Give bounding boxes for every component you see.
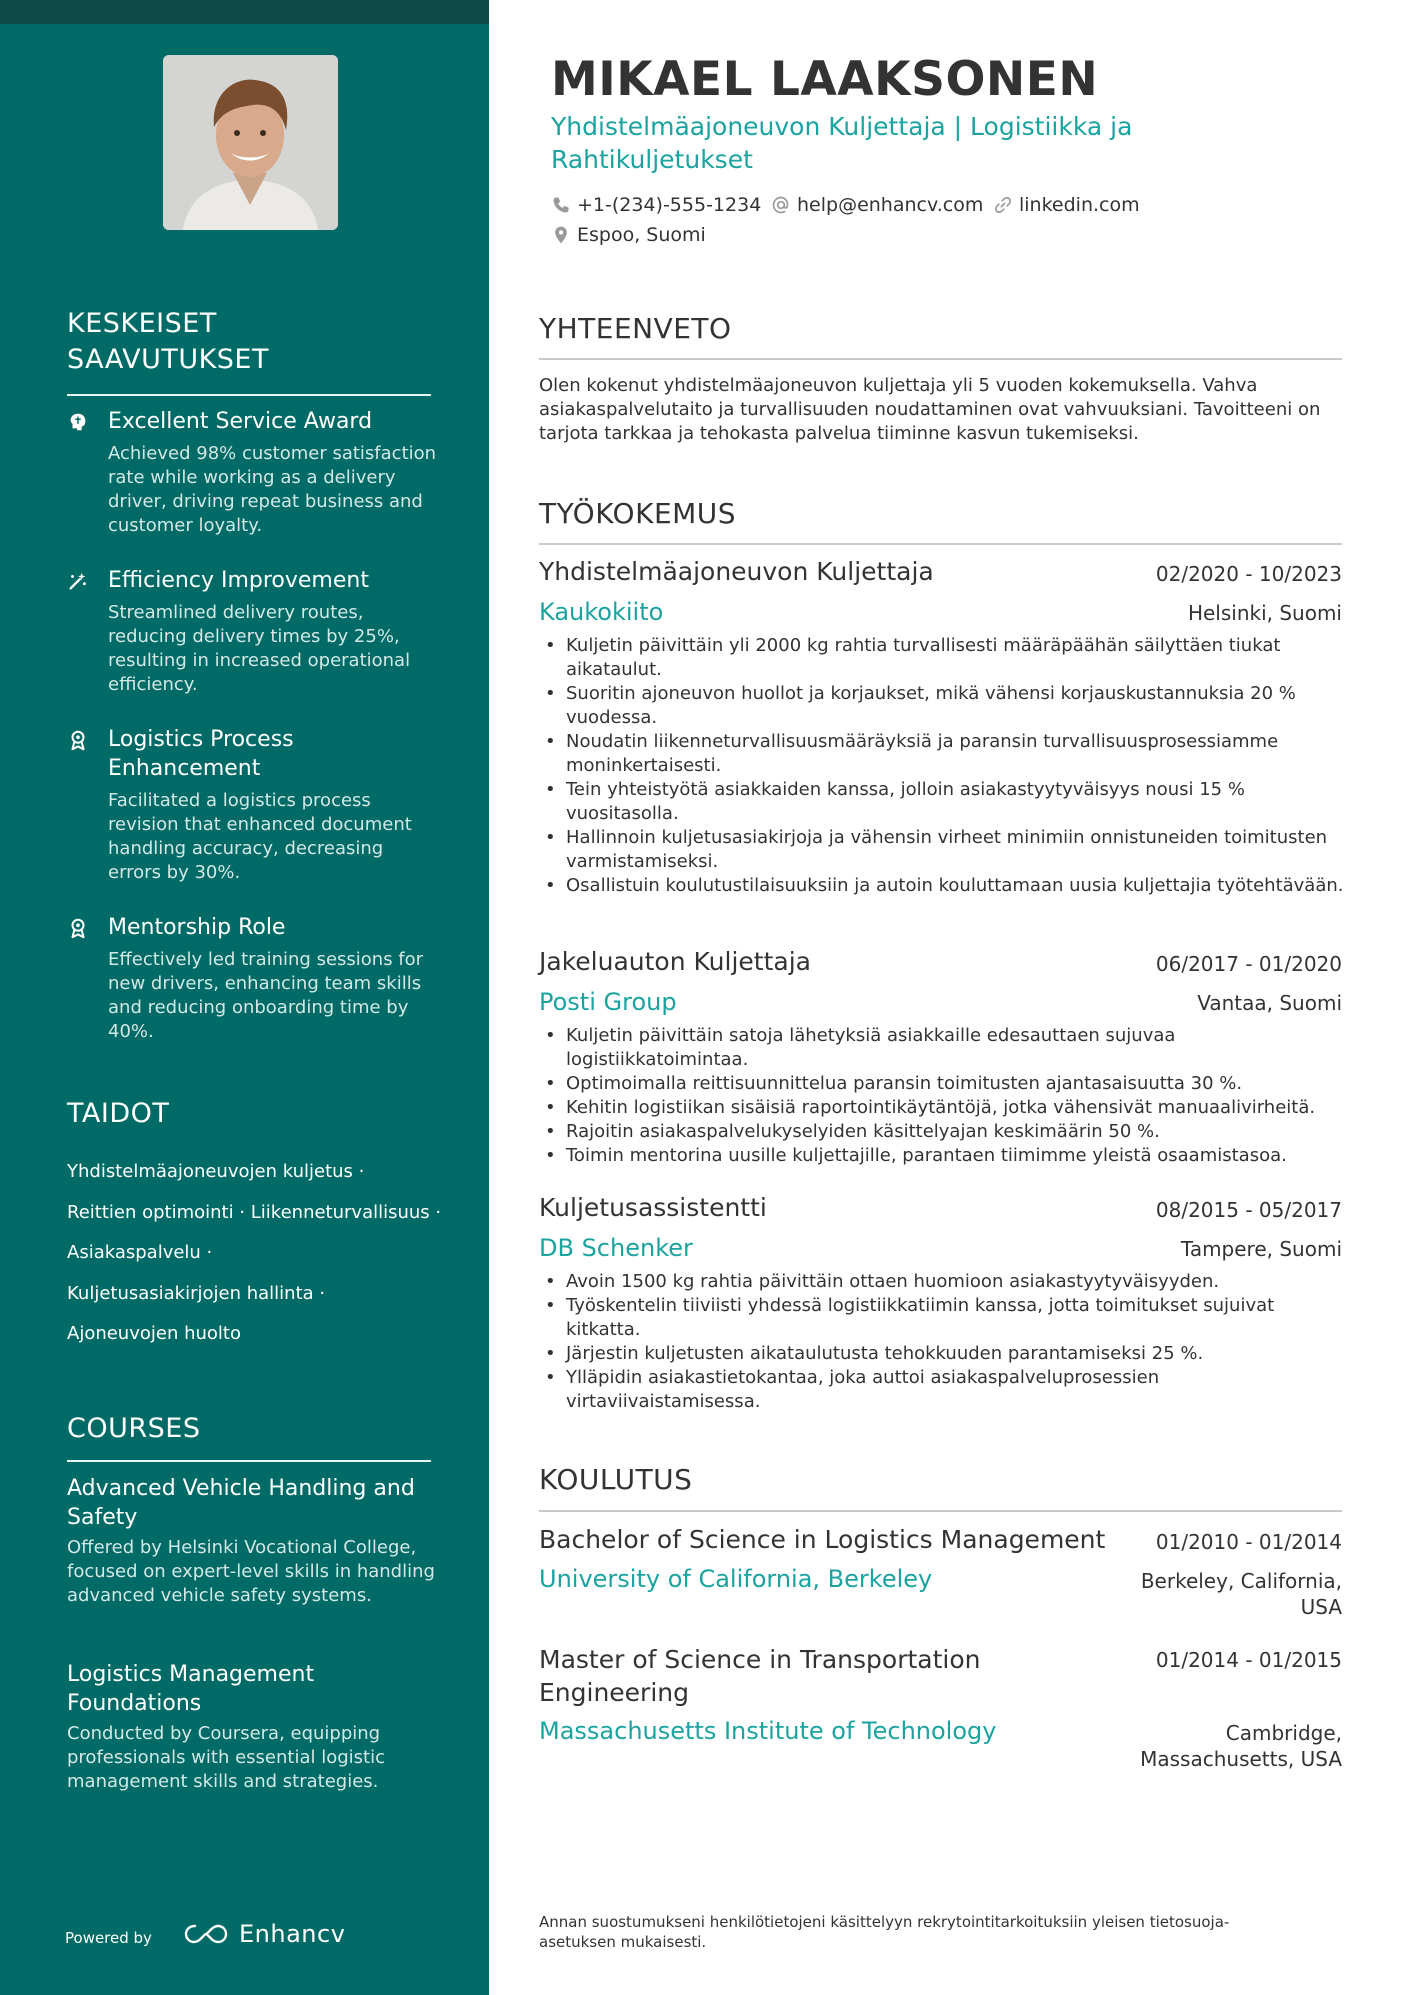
profile-photo-image: [163, 55, 338, 230]
job-company: Posti Group: [539, 988, 677, 1016]
skill-item: Reittien optimointi · Liikenneturvallisuus ·: [67, 1202, 442, 1223]
job-bullet: • Kuljetin päivittäin yli 2000 kg rahtia turvallisesti määräpäähän säilyttäen tiukat aikataulut.: [539, 634, 1344, 682]
phone-icon: [551, 195, 571, 215]
achievement-title: Logistics Process Enhancement: [108, 727, 294, 781]
achievement-item: [67, 913, 437, 1044]
at-icon: [771, 195, 791, 215]
job-location: Helsinki, Suomi: [1187, 601, 1342, 625]
enhancv-logo[interactable]: [183, 1920, 345, 1948]
contact-location: [551, 224, 706, 246]
job-title: Yhdistelmäajoneuvon Kuljettaja: [539, 557, 934, 586]
job-bullet: • Ylläpidin asiakastietokantaa, joka auttoi asiakaspalveluprosessien virtaviivaistamisessa.: [539, 1366, 1344, 1414]
job-bullet: • Noudatin liikenneturvallisuusmääräyksiä ja paransin turvallisuusprosessiamme moninkertaisesti.: [539, 730, 1344, 778]
experience-heading: TYÖKOKEMUS: [539, 497, 737, 530]
job-title: Jakeluauton Kuljettaja: [539, 947, 811, 976]
achievement-description: Effectively led training sessions for new drivers, enhancing team skills and reducing onboarding time by 40%.: [108, 949, 424, 1042]
candidate-name: MIKAEL LAAKSONEN: [551, 52, 1099, 107]
job-title: Kuljetusassistentti: [539, 1193, 767, 1222]
courses-heading: COURSES: [67, 1413, 201, 1444]
course-item: [67, 1474, 437, 1608]
contact-email[interactable]: [771, 194, 983, 216]
job-bullets: [539, 1024, 1344, 1168]
achievement-title: Excellent Service Award: [108, 409, 373, 434]
achievement-title: Mentorship Role: [108, 915, 286, 940]
email-text: help@enhancv.com: [797, 194, 984, 216]
sidebar: [0, 0, 489, 1995]
phone-text: +1-(234)-555-1234: [577, 194, 762, 216]
job-bullets: [539, 1270, 1344, 1414]
job-bullet: • Toimin mentorina uusille kuljettajille, parantaen tiimimme yleistä osaamistasoa.: [539, 1144, 1344, 1168]
job-location: Vantaa, Suomi: [1197, 991, 1342, 1015]
skill-item: Kuljetusasiakirjojen hallinta ·: [67, 1283, 326, 1304]
course-description: Offered by Helsinki Vocational College, focused on expert-level skills in handling advanced vehicle safety systems.: [67, 1537, 435, 1606]
candidate-role: Yhdistelmäajoneuvon Kuljettaja | Logistiikka ja Rahtikuljetukset: [551, 112, 1133, 174]
job-company: Kaukokiito: [539, 598, 664, 626]
gdpr-consent-note: Annan suostumukseni henkilötietojeni käsittelyyn rekrytointitarkoituksiin yleisen tietosuoja-asetuksen mukaisesti.: [539, 1913, 1230, 1951]
job-dates: 06/2017 - 01/2020: [1155, 952, 1342, 976]
brain-icon: [67, 411, 89, 433]
achievements-heading: KESKEISET SAAVUTUKSET: [67, 308, 269, 375]
sidebar-top-bar: [0, 0, 489, 24]
award-icon: [67, 729, 89, 751]
education-location: Berkeley, California, USA: [1140, 1569, 1342, 1619]
achievement-description: Streamlined delivery routes, reducing delivery times by 25%, resulting in increased operational efficiency.: [108, 602, 411, 695]
achievement-title: Efficiency Improvement: [108, 568, 369, 593]
job-bullet: • Osallistuin koulutustilaisuuksiin ja autoin kouluttamaan uusia kuljettajia työtehtävään.: [539, 874, 1344, 898]
education-dates: 01/2010 - 01/2014: [1155, 1530, 1342, 1554]
achievement-item: [67, 566, 437, 697]
enhancv-logo-icon: [183, 1922, 229, 1946]
linkedin-text: linkedin.com: [1019, 194, 1140, 216]
course-title: Advanced Vehicle Handling and Safety: [67, 1476, 415, 1530]
location-pin-icon: [551, 225, 571, 245]
job-bullets: [539, 634, 1344, 898]
job-bullet: • Optimoimalla reittisuunnittelua paransin toimitusten ajantasaisuutta 30 %.: [539, 1072, 1344, 1096]
location-text: Espoo, Suomi: [577, 224, 706, 246]
achievements-divider: [67, 394, 431, 396]
wand-icon: [67, 570, 89, 592]
achievement-description: Achieved 98% customer satisfaction rate while working as a delivery driver, driving repeat business and customer loyalty.: [108, 443, 437, 536]
job-bullet: • Suoritin ajoneuvon huollot ja korjaukset, mikä vähensi korjauskustannuksia 20 % vuodessa.: [539, 682, 1344, 730]
job-bullet: • Tein yhteistyötä asiakkaiden kanssa, jolloin asiakastyytyväisyys nousi 15 % vuositasolla.: [539, 778, 1344, 826]
skill-item: Yhdistelmäajoneuvojen kuljetus ·: [67, 1161, 365, 1182]
education-dates: 01/2014 - 01/2015: [1155, 1648, 1342, 1672]
education-heading: KOULUTUS: [539, 1463, 693, 1496]
education-location: Cambridge, Massachusetts, USA: [1140, 1721, 1342, 1771]
summary-text: Olen kokenut yhdistelmäajoneuvon kuljettaja yli 5 vuoden kokemuksella. Vahva asiakaspalvelutaito ja turvallisuuden noudattaminen ovat vahvuuksiani. Tavoitteeni on tarjota tarkkaa ja tehokasta palvelua tiiminne kasvun tukemiseksi.: [539, 375, 1321, 444]
skill-item: Ajoneuvojen huolto: [67, 1323, 241, 1344]
achievement-item: [67, 407, 437, 538]
summary-divider: [539, 358, 1342, 360]
job-bullet: • Rajoitin asiakaspalvelukyselyiden käsittelyajan keskimäärin 50 %.: [539, 1120, 1344, 1144]
summary-heading: YHTEENVETO: [539, 312, 732, 345]
course-title: Logistics Management Foundations: [67, 1662, 315, 1716]
skill-item: Asiakaspalvelu ·: [67, 1242, 213, 1263]
job-bullet: • Työskentelin tiiviisti yhdessä logistiikkatiimin kanssa, jotta toimitukset sujuivat kitkatta.: [539, 1294, 1344, 1342]
job-bullet: • Järjestin kuljetusten aikataulutusta tehokkuuden parantamiseksi 25 %.: [539, 1342, 1344, 1366]
education-school: Massachusetts Institute of Technology: [539, 1717, 997, 1745]
job-location: Tampere, Suomi: [1180, 1237, 1342, 1261]
job-bullet: • Kehitin logistiikan sisäisiä raportointikäytäntöjä, jotka vähensivät manuaalivirheitä.: [539, 1096, 1344, 1120]
job-bullet: • Hallinnoin kuljetusasiakirjoja ja vähensin virheet minimiin onnistuneiden toimitusten varmistamiseksi.: [539, 826, 1344, 874]
achievement-item: [67, 725, 437, 885]
education-school: University of California, Berkeley: [539, 1565, 933, 1593]
education-divider: [539, 1510, 1342, 1512]
enhancv-logo-text: Enhancv: [239, 1920, 346, 1948]
achievement-description: Facilitated a logistics process revision that enhanced document handling accuracy, decreasing errors by 30%.: [108, 790, 412, 883]
powered-by-label: Powered by: [65, 1929, 152, 1947]
education-degree: Master of Science in Transportation Engineering: [539, 1645, 981, 1707]
education-degree: Bachelor of Science in Logistics Management: [539, 1525, 1106, 1554]
job-dates: 02/2020 - 10/2023: [1155, 562, 1342, 586]
job-bullet: • Avoin 1500 kg rahtia päivittäin ottaen huomioon asiakastyytyväisyyden.: [539, 1270, 1344, 1294]
skills-heading: TAIDOT: [67, 1098, 170, 1129]
contact-linkedin[interactable]: [993, 194, 1140, 216]
courses-divider: [67, 1460, 431, 1462]
link-icon: [993, 195, 1013, 215]
job-company: DB Schenker: [539, 1234, 693, 1262]
profile-photo: [163, 55, 338, 230]
job-dates: 08/2015 - 05/2017: [1155, 1198, 1342, 1222]
contact-phone[interactable]: [551, 194, 761, 216]
course-item: [67, 1660, 437, 1794]
job-bullet: • Kuljetin päivittäin satoja lähetyksiä asiakkaille edesauttaen sujuvaa logistiikkatoimintaa.: [539, 1024, 1344, 1072]
award-icon: [67, 917, 89, 939]
experience-divider: [539, 543, 1342, 545]
course-description: Conducted by Coursera, equipping professionals with essential logistic management skills and strategies.: [67, 1723, 385, 1792]
